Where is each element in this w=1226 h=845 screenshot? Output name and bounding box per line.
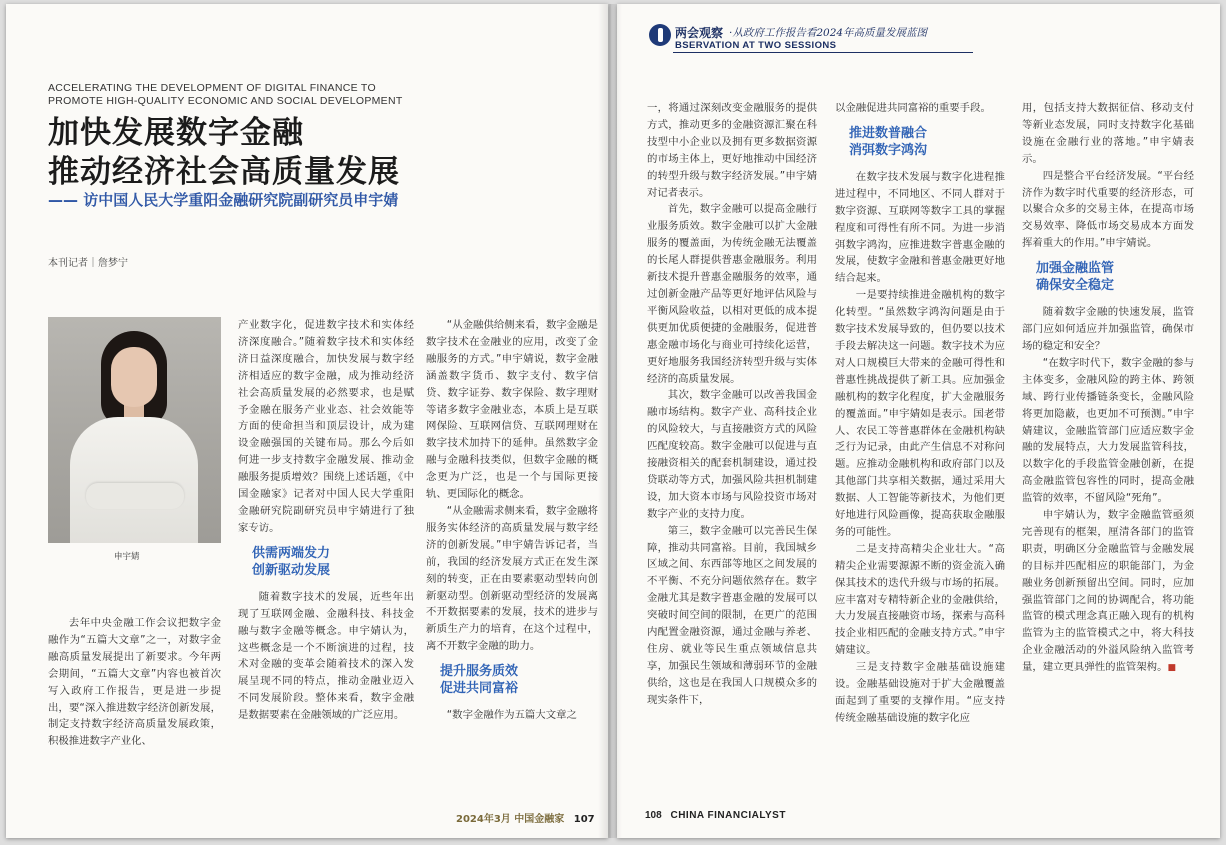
- photo-caption: 申宇婧: [114, 552, 140, 562]
- paragraph: “从金融需求侧来看，数字金融将服务实体经济的高质量发展与数字经济的创新发展。”申宇婧告诉记者，当前，我国的经济发展方式正在发生深刻的转变，正在由要素驱动型转向创新驱动型。创新驱动型经济的发展离不开数据要素的发展，技术的进步与新质生产力的培育，在这个过程中，离不开数字金融的助力。: [426, 504, 598, 653]
- paragraph: “在数字时代下，数字金融的参与主体变多，金融风险的跨主体、跨领域、跨行业传播链条变长，金融风险将更加隐蔽，也更加不可预测。”申宇婧建议，金融监管部门应适应数字金融的发展特点，大力发展监管科技，以数字化的手段监管金融创新，在提高金融监管包容性的同时，提高金融监管的效率，不留风险“死角”。: [1022, 356, 1194, 505]
- title-line-1: 加快发展数字金融: [48, 115, 304, 151]
- magazine-spread: [6, 4, 1220, 838]
- page-number: 108: [645, 810, 662, 821]
- english-title: ACCELERATING THE DEVELOPMENT OF DIGITAL FINANCE TO PROMOTE HIGH-QUALITY ECONOMIC AND SOCIAL DEVELOPMENT: [48, 82, 403, 107]
- paragraph: 一，将通过深刻改变金融服务的提供方式，推动更多的金融资源汇聚在科技型中小企业以及拥有更多数据资源的市场主体上，更好地推动中国经济的转型升级与数字经济发展。”申宇婧对记者表示。: [647, 102, 817, 199]
- paragraph: 在数字技术发展与数字化进程推进过程中，不同地区、不同人群对于数字资源、互联网等数字工具的掌握程度和可得性有所不同。为进一步消弭数字鸿沟，应推进数字普惠金融的发展，使数字金融和普惠金融更好地结合起来。: [835, 170, 1005, 285]
- section-heading: 推进数普融合 消弭数字鸿沟: [849, 125, 928, 158]
- right-page: [617, 4, 1220, 838]
- title-line-2: 推动经济社会高质量发展: [48, 154, 400, 190]
- paragraph: 第三，数字金融可以完善民生保障，推动共同富裕。目前，我国城乡区域之间、东西部等地区之间发展的不平衡、不充分问题依然存在。数字金融尤其是数字普惠金融的发展可以突破时间空间的限制，在更广的范围内配置金融资源，通过金融与养老、住房、就业等民生重点领域信息共享，加强民生领域和薄弱环节的金融供给，这也是在我国人口规模众多的现实条件下，: [647, 524, 817, 706]
- header-rule: [673, 52, 973, 53]
- left-page: [6, 4, 608, 838]
- paragraph: 三是支持数字金融基础设施建设。金融基础设施对于扩大金融覆盖面起到了重要的支撑作用。“应支持传统金融基础设施的数字化应: [835, 661, 1005, 724]
- section-subtitle: ·从政府工作报告看2024年高质量发展蓝图: [729, 27, 928, 39]
- magazine-name: 中国金融家: [514, 814, 565, 825]
- paragraph: 用，包括支持大数据征信、移动支付等新业态发展，同时支持数字化基础设施在金融行业的落地。”申宇婧表示。: [1022, 102, 1194, 165]
- byline: 本刊记者｜詹梦宁: [48, 258, 128, 269]
- section-heading: 加强金融监管 确保安全稳定: [1036, 261, 1115, 294]
- left-column-3: [426, 317, 598, 724]
- paragraph: 随着数字技术的发展，近些年出现了互联网金融、金融科技、科技金融与数字金融等概念。申宇婧认为，这些概念是一个不断演进的过程，技术对金融的变革会随着技术的深入发展呈现不同的特点，推动金融业迈入不同发展阶段。整体来看，数字金融是数据要素在金融领域的广泛应用。: [238, 590, 414, 722]
- article-title: [48, 114, 568, 192]
- section-logo-icon: [649, 24, 671, 46]
- article-subtitle: —— 访中国人民大学重阳金融研究院副研究员申宇婧: [48, 191, 399, 209]
- paragraph: 其次，数字金融可以改善我国金融市场结构。数字产业、高科技企业的风险较大，与直接融资方式的风险匹配度较高。数字金融可以促进与直接融资相关的配套机制建设，通过投贷联动等方式，加强风险共担机制建设，加大资本市场与风险投资市场对数字产业的支持力度。: [647, 389, 817, 520]
- right-column-3: [1022, 100, 1194, 677]
- paragraph: 二是支持高精尖企业壮大。“高精尖企业需要源源不断的资金流入确保其技术的迭代升级与市场的拓展。应丰富对专精特新企业的金融供给，大力发展直接融资市场，探索与高科技企业相匹配的金融支持方式。”申宇婧建议。: [835, 542, 1005, 657]
- end-mark-icon: ■: [1167, 663, 1176, 674]
- paragraph: 产业数字化，促进数字技术和实体经济深度融合。”随着数字技术和实体经济日益深度融合，加快发展与数字经济相适应的数字金融，成为推动经济社会高质量发展的必然要求，也是赋予金融在服务产业业态、社会效能等方面的使命担当和顶层设计，成为建设金融强国的关键布局。那么今后如何进一步支持数字金融发展、推动金融服务提质增效？围绕上述话题，《中国金融家》记者对中国人民大学重阳金融研究院副研究员申宇婧进行了独家专访。: [238, 319, 414, 534]
- paragraph: “数字金融作为五篇大文章之: [446, 709, 577, 722]
- left-column-1: [48, 615, 221, 750]
- publication-name: CHINA FINANCIALYST: [670, 810, 786, 821]
- section-heading: 供需两端发力 创新驱动发展: [252, 545, 331, 578]
- page-footer: [645, 810, 786, 821]
- left-column-2: [238, 317, 414, 724]
- page-footer: [456, 810, 595, 825]
- right-column-1: [647, 100, 817, 709]
- section-heading: 提升服务质效 促进共同富裕: [440, 664, 519, 697]
- issue-date: 2024年3月: [456, 814, 511, 825]
- paragraph: 随着数字金融的快速发展，监管部门应如何适应并加强监管，确保市场的稳定和安全？: [1022, 306, 1194, 352]
- paragraph: 一是要持续推进金融机构的数字化转型。“虽然数字鸿沟问题是由于数字技术发展导致的，但仍要以技术手段去解决这一问题。数字技术为应对人口规模巨大带来的金融可得性和普惠性挑战提供了新工具。应加强金融机构的数字化程度，扩大金融服务的覆盖面。”申宇婧如是表示。国老带人、农民工等普惠群体在金融机构缺乏行为记录，由此产生信息不对称问题。应推动金融机构和政府部门以及其他部门共享相关数据，通过采用大数据、人工智能等新技术，为他们更好地进行风险画像，提高获取金融服务的可能性。: [835, 289, 1005, 538]
- paragraph: 去年中央金融工作会议把数字金融作为“五篇大文章”之一，对数字金融高质量发展提出了新要求。今年两会期间，“五篇大文章”内容也被首次写入政府工作报告，更是进一步提出，要“深入推进数字经济创新发展，制定支持数字经济高质量发展政策，积极推进数字产业化、: [48, 617, 221, 748]
- paragraph: 四是整合平台经济发展。“平台经济作为数字时代重要的经济形态，可以聚合众多的交易主体，在提高市场交易效率、降低市场交易成本方面发挥着重大的作用。”申宇婧说。: [1022, 169, 1194, 250]
- section-english: BSERVATION AT TWO SESSIONS: [675, 40, 837, 51]
- right-column-2: [835, 100, 1005, 727]
- paragraph: 以金融促进共同富裕的重要手段。: [835, 102, 991, 114]
- interviewee-photo: [48, 317, 221, 543]
- section-label: 两会观察: [675, 26, 724, 40]
- paragraph: “从金融供给侧来看，数字金融是数字技术在金融业的应用，改变了金融服务的方式。”申宇婧说，数字金融涵盖数字货币、数字支付、数字信贷、数字证券、数字保险、数字理财等诸多数字金融业态，本质上是互联网保险、互联网信贷、互联网理财在数字技术加持下的延伸。虽然数字金融与金融科技类似，但数字金融的概念更为广泛，也是一个与国际更接轨、更国际化的概念。: [426, 319, 598, 501]
- paragraph: 申宇婧认为，数字金融监管亟须完善现有的框架，厘清各部门的监管职责，明确区分金融监管与金融发展的目标并匹配相应的职能部门，为金融业务创新预留出空间。同时，应加强监管部门之间的协调配合，将功能监管的模式理念真正融入现有的机构监管为主的监管模式之中，将大科技企业金融活动的外溢风险纳入监管考量，建立更具弹性的监管架构。■: [1022, 509, 1194, 674]
- paragraph: 首先，数字金融可以提高金融行业服务质效。数字金融可以扩大金融服务的覆盖面，为传统金融无法覆盖的长尾人群提供普惠金融服务。利用新技术提升普惠金融服务的效率，通过创新金融产品等更好地评估风险与平衡风险收益，以相对更低的成本提供更加优质便捷的金融服务，促进普惠金融市场化与商业可持续化运营，更好地服务我国经济转型升级与实体经济的高质量发展。: [647, 203, 817, 385]
- page-number: 107: [573, 814, 595, 825]
